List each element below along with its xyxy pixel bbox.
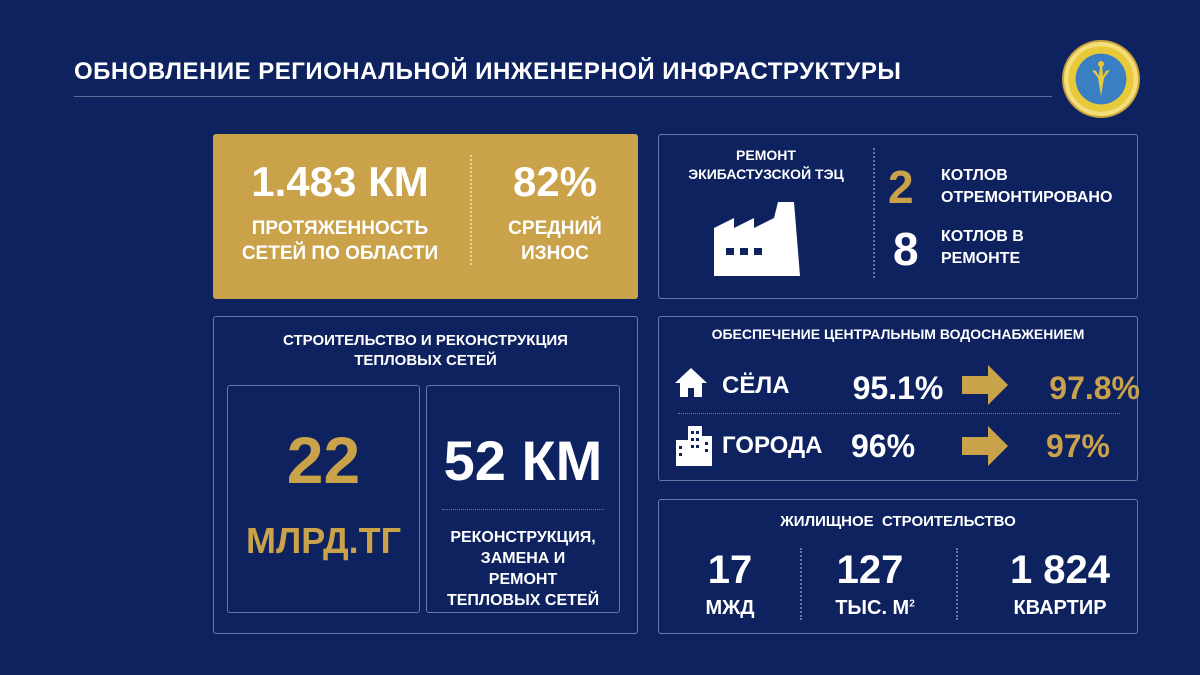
- heat-money-unit: МЛРД.ТГ: [245, 520, 402, 561]
- page-title: ОБНОВЛЕНИЕ РЕГИОНАЛЬНОЙ ИНЖЕНЕРНОЙ ИНФРАСТРУКТУРЫ: [74, 58, 902, 85]
- emblem-deer-icon: [1078, 56, 1124, 102]
- networks-length-label-2: СЕТЕЙ ПО ОБЛАСТИ: [241, 243, 439, 264]
- housing-title: ЖИЛИЩНОЕ СТРОИТЕЛЬСТВО: [780, 513, 1016, 530]
- networks-wear-label-1: СРЕДНИЙ: [508, 218, 602, 239]
- region-emblem-logo: [1062, 40, 1140, 118]
- networks-length-label-1: ПРОТЯЖЕННОСТЬ: [251, 218, 429, 239]
- tec-divider: [873, 148, 875, 278]
- housing-divider-1: [800, 548, 802, 620]
- water-cities-from: 96%: [850, 428, 916, 464]
- heat-title-2: ТЕПЛОВЫХ СЕТЕЙ: [354, 352, 497, 369]
- water-villages-from: 95.1%: [852, 370, 944, 406]
- heat-km-label-1: РЕКОНСТРУКЦИЯ,: [450, 529, 596, 546]
- housing-area-label: [810, 597, 940, 620]
- water-villages-label: СЁЛА: [722, 372, 790, 399]
- heat-money-value: 22: [286, 423, 361, 497]
- networks-wear-label-2: ИЗНОС: [521, 243, 589, 264]
- housing-area-sup: 2: [909, 598, 915, 610]
- water-villages-to: 97.8%: [1049, 370, 1140, 406]
- heat-km-divider: [442, 509, 604, 510]
- factory-icon: [712, 198, 804, 278]
- water-cities-to: 97%: [1045, 428, 1110, 464]
- housing-area-value: 127: [836, 548, 904, 592]
- tec-title-1: РЕМОНТ: [736, 147, 796, 163]
- heat-km-label-4: ТЕПЛОВЫХ СЕТЕЙ: [446, 592, 600, 609]
- cities-arrow-icon: [962, 426, 1008, 466]
- heat-title-1: СТРОИТЕЛЬСТВО И РЕКОНСТРУКЦИЯ: [283, 332, 568, 349]
- housing-area-unit: ТЫС. М: [835, 597, 910, 619]
- tec-in-repair-label-1: КОТЛОВ В: [941, 228, 1024, 245]
- housing-apartments-value: 1 824: [1009, 548, 1111, 592]
- villages-arrow-icon: [962, 365, 1008, 405]
- networks-length-value: 1.483 КМ: [251, 158, 429, 205]
- house-icon: [674, 366, 708, 398]
- tec-repaired-value: 2: [888, 161, 914, 213]
- housing-apartments-label: КВАРТИР: [1013, 597, 1107, 619]
- housing-houses-value: 17: [707, 548, 753, 592]
- heat-money-card: [227, 385, 420, 613]
- city-buildings-icon: [676, 426, 712, 466]
- tec-in-repair-value: 8: [893, 223, 919, 275]
- water-cities-label: ГОРОДА: [722, 432, 823, 459]
- heat-km-value: 52 КМ: [443, 429, 603, 492]
- heat-km-label-3: РЕМОНТ: [488, 571, 558, 588]
- networks-divider: [470, 155, 472, 265]
- water-title: ОБЕСПЕЧЕНИЕ ЦЕНТРАЛЬНЫМ ВОДОСНАБЖЕНИЕМ: [711, 326, 1085, 342]
- water-divider: [678, 413, 1120, 414]
- tec-repaired-label-1: КОТЛОВ: [941, 167, 1008, 184]
- tec-repaired-label-2: ОТРЕМОНТИРОВАНО: [941, 189, 1113, 206]
- networks-wear-value: 82%: [512, 158, 598, 205]
- housing-houses-label: МЖД: [705, 597, 755, 619]
- title-divider: [74, 96, 1052, 97]
- heat-km-label-2: ЗАМЕНА И: [480, 550, 566, 567]
- tec-title-2: ЭКИБАСТУЗСКОЙ ТЭЦ: [688, 166, 844, 182]
- housing-divider-2: [956, 548, 958, 620]
- tec-in-repair-label-2: РЕМОНТЕ: [941, 250, 1021, 267]
